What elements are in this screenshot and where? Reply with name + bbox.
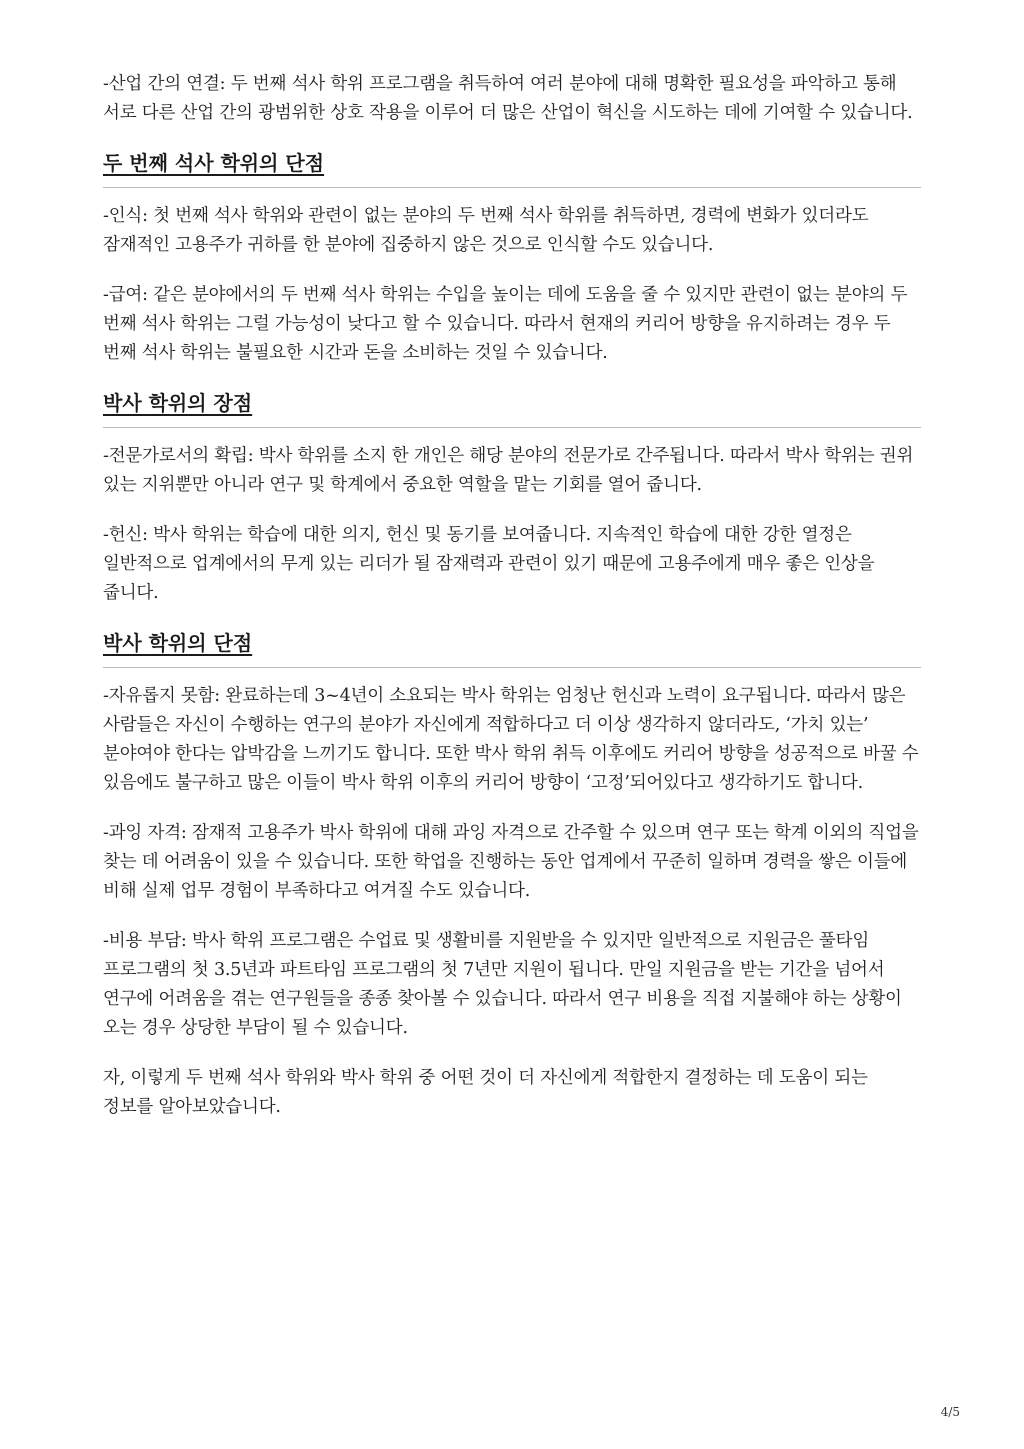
paragraph: -자유롭지 못함: 완료하는데 3~4년이 소요되는 박사 학위는 엄청난 헌신과 노력이 요구됩니다. 따라서 많은 사람들은 자신이 수행하는 연구의 분야가 자신에게 적합하다고 더 이상 생각하지 않더라도, ‘가치 있는’ 분야여야 한다는 압박감을 느끼기도 합니다. 또한 박사 학위 취득 이후에도 커리어 방향을 성공적으로 바꿀 수 있음에도 불구하고 많은 이들이 박사 학위 이후의 커리어 방향이 ‘고정’되어있다고 생각하기도 합니다. — [103, 686, 919, 793]
paragraph: -과잉 자격: 잠재적 고용주가 박사 학위에 대해 과잉 자격으로 간주할 수 있으며 연구 또는 학계 이외의 직업을 찾는 데 어려움이 있을 수 있습니다. 또한 학업을 진행하는 동안 업계에서 꾸준히 일하며 경력을 쌓은 이들에 비해 실제 업무 경험이 부족하다고 여겨질 수도 있습니다. — [103, 823, 919, 901]
section-heading — [103, 629, 921, 668]
intro-paragraph: -산업 간의 연결: 두 번째 석사 학위 프로그램을 취득하여 여러 분야에 대해 명확한 필요성을 파악하고 통해 서로 다른 산업 간의 광범위한 상호 작용을 이루어 더 많은 산업이 혁신을 시도하는 데에 기여할 수 있습니다. — [103, 74, 913, 123]
page-number: 4/5 — [940, 1405, 960, 1419]
section-heading-text: 두 번째 석사 학위의 단점 — [103, 151, 325, 175]
paragraph: -인식: 첫 번째 석사 학위와 관련이 없는 분야의 두 번째 석사 학위를 취득하면, 경력에 변화가 있더라도 잠재적인 고용주가 귀하를 한 분야에 집중하지 않은 것으로 인식할 수도 있습니다. — [103, 206, 869, 255]
section-phd-advantages — [103, 389, 921, 608]
document-page — [103, 70, 921, 1143]
section-heading — [103, 149, 921, 188]
section-heading-text: 박사 학위의 단점 — [103, 631, 253, 655]
paragraph: -급여: 같은 분야에서의 두 번째 석사 학위는 수입을 높이는 데에 도움을 줄 수 있지만 관련이 없는 분야의 두 번째 석사 학위는 그럴 가능성이 낮다고 할 수 있습니다. 따라서 현재의 커리어 방향을 유지하려는 경우 두 번째 석사 학위는 불필요한 시간과 돈을 소비하는 것일 수 있습니다. — [103, 285, 908, 363]
section-phd-disadvantages — [103, 629, 921, 1122]
conclusion-paragraph: 자, 이렇게 두 번째 석사 학위와 박사 학위 중 어떤 것이 더 자신에게 적합한지 결정하는 데 도움이 되는 정보를 알아보았습니다. — [103, 1068, 868, 1117]
paragraph: -전문가로서의 확립: 박사 학위를 소지 한 개인은 해당 분야의 전문가로 간주됩니다. 따라서 박사 학위는 권위 있는 지위뿐만 아니라 연구 및 학계에서 중요한 역할을 맡는 기회를 열어 줍니다. — [103, 446, 914, 495]
section-master-disadvantages — [103, 149, 921, 368]
paragraph: -비용 부담: 박사 학위 프로그램은 수업료 및 생활비를 지원받을 수 있지만 일반적으로 지원금은 풀타임 프로그램의 첫 3.5년과 파트타임 프로그램의 첫 7년만 지원이 됩니다. 만일 지원금을 받는 기간을 넘어서 연구에 어려움을 겪는 연구원들을 종종 찾아볼 수 있습니다. 따라서 연구 비용을 직접 지불해야 하는 상황이 오는 경우 상당한 부담이 될 수 있습니다. — [103, 931, 902, 1038]
paragraph: -헌신: 박사 학위는 학습에 대한 의지, 헌신 및 동기를 보여줍니다. 지속적인 학습에 대한 강한 열정은 일반적으로 업계에서의 무게 있는 리더가 될 잠재력과 관련이 있기 때문에 고용주에게 매우 좋은 인상을 줍니다. — [103, 525, 875, 603]
section-heading — [103, 389, 921, 428]
section-heading-text: 박사 학위의 장점 — [103, 391, 253, 415]
